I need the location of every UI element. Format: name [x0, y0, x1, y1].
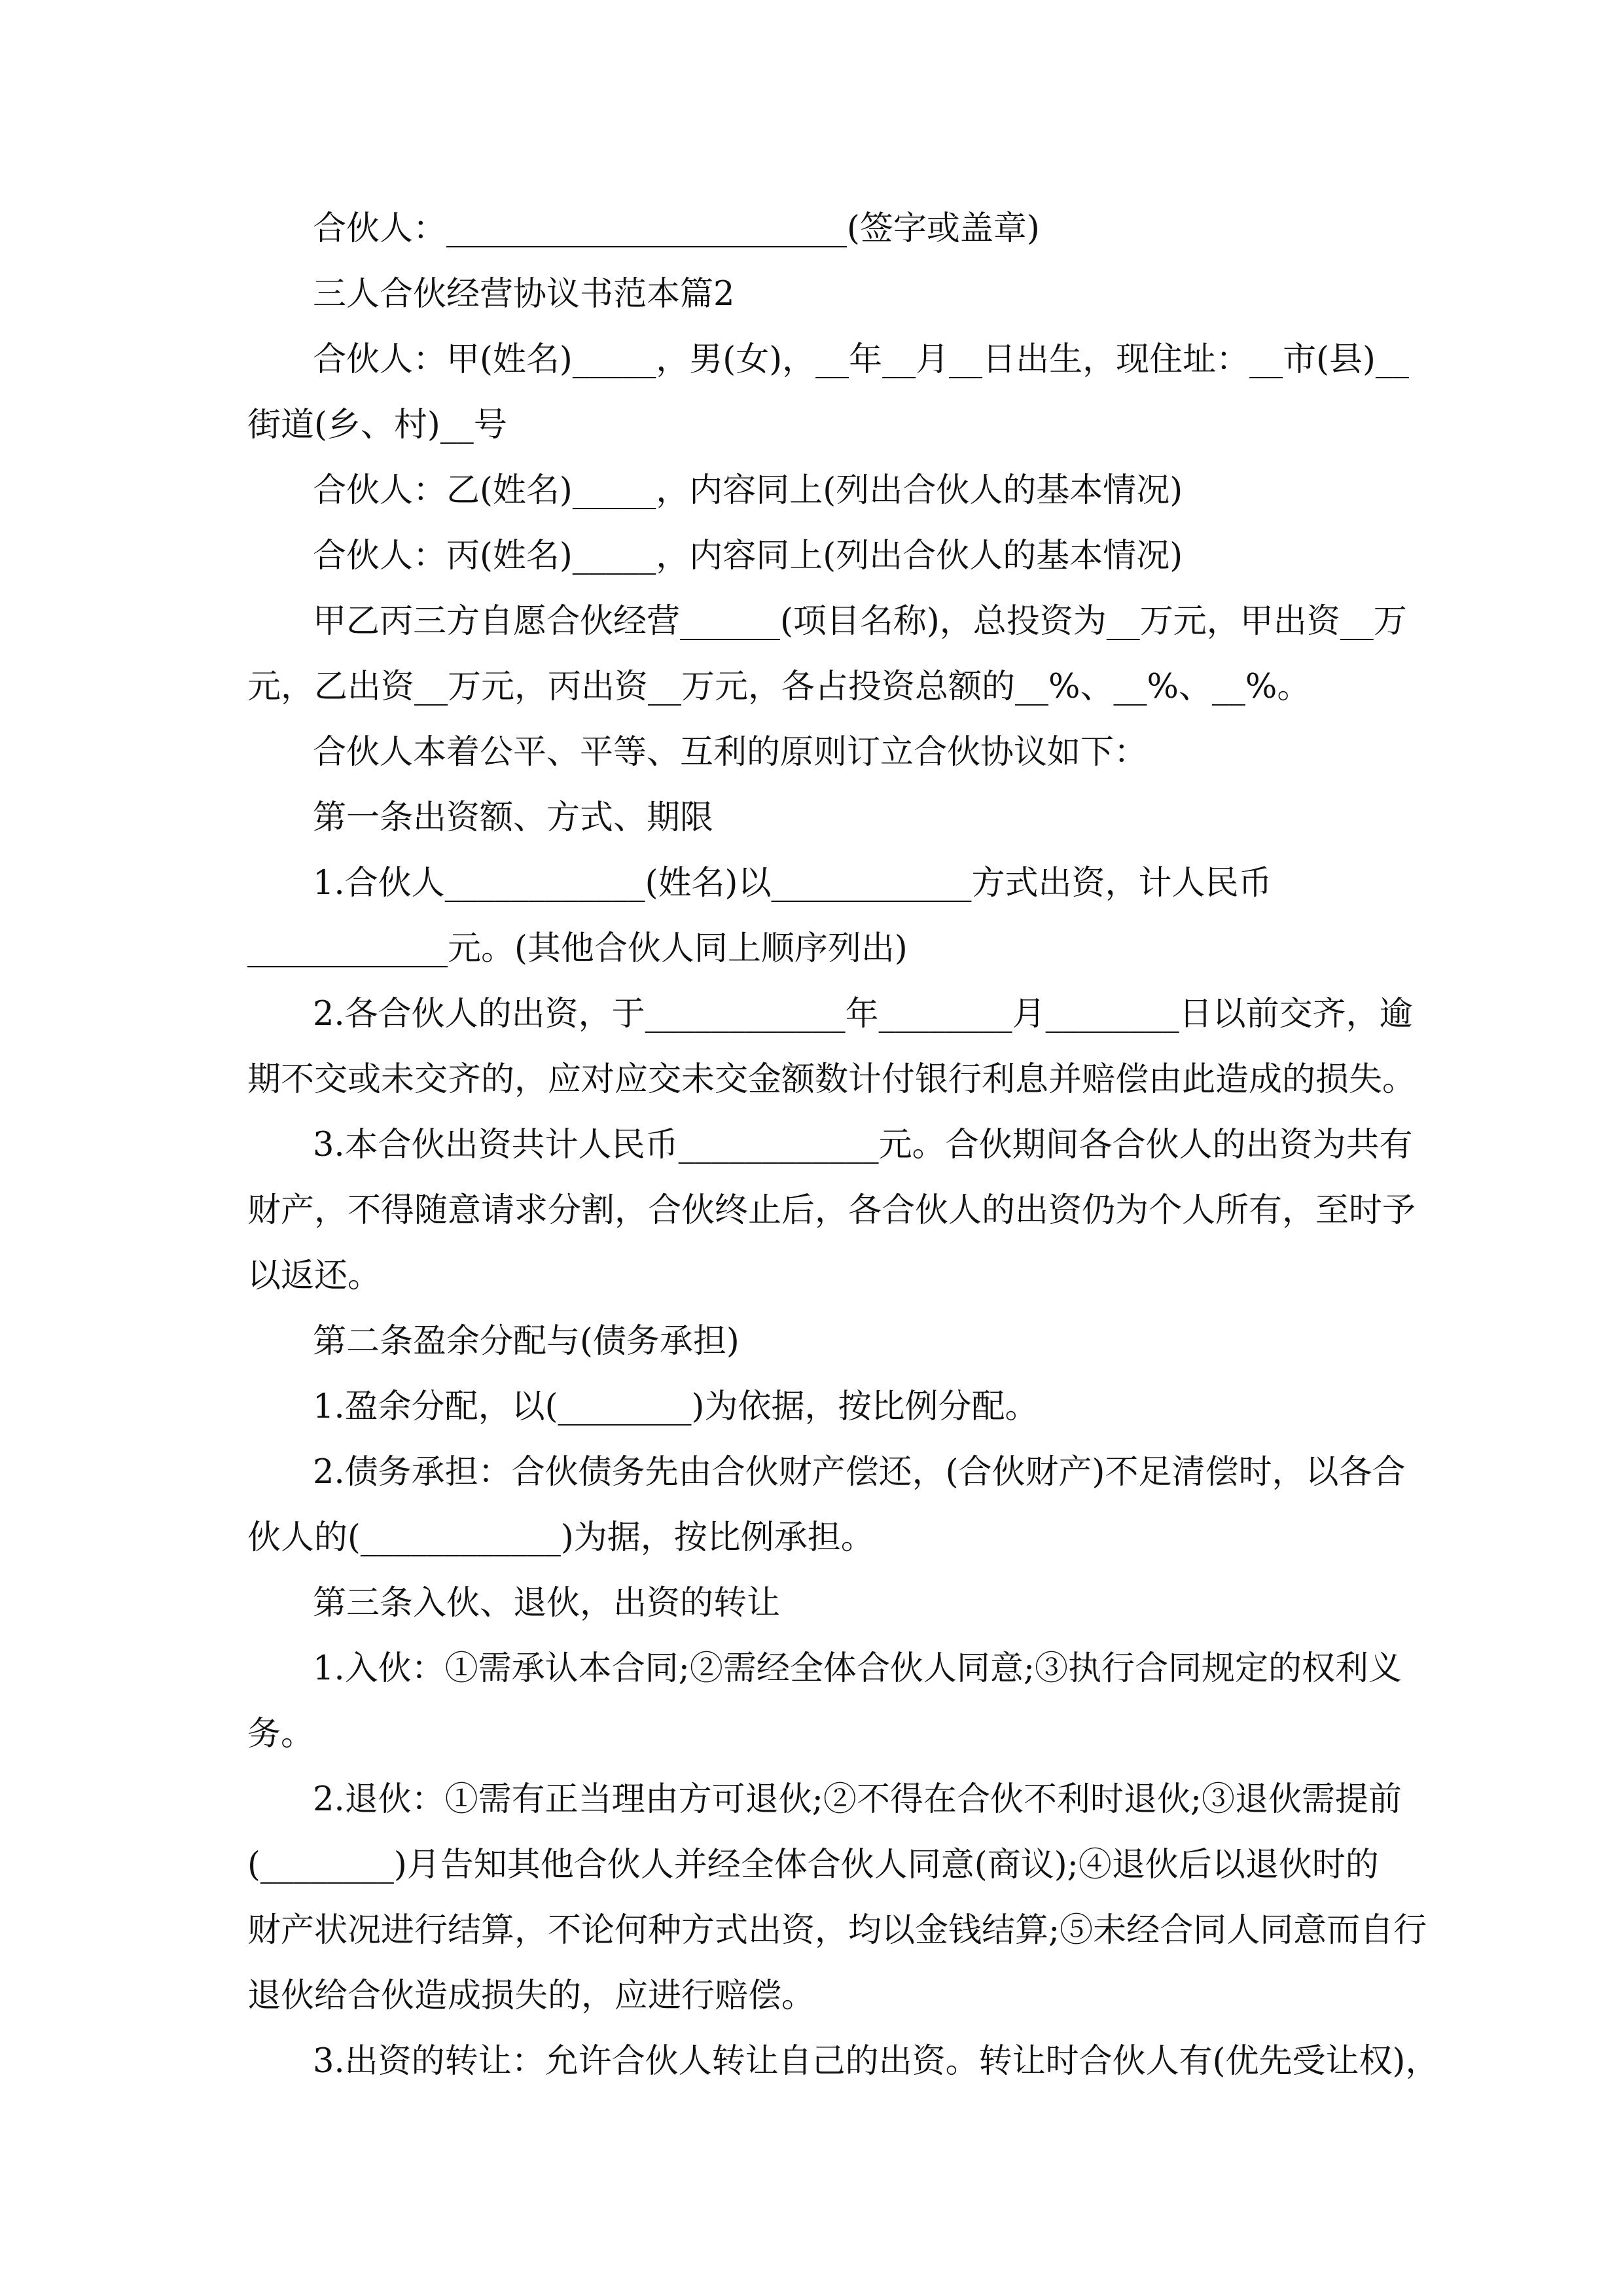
- text-line: 以返还。: [247, 1257, 382, 1295]
- text-line: 财产状况进行结算，不论何种方式出资，均以金钱结算;⑤未经合同人同意而自行: [247, 1911, 1427, 1950]
- text-line: ____________元。(其他合伙人同上顺序列出): [247, 929, 908, 968]
- text-line: (________)月告知其他合伙人并经全体合伙人同意(商议);④退伙后以退伙时的: [247, 1846, 1379, 1884]
- text-line: 2.债务承担：合伙债务先由合伙财产偿还，(合伙财产)不足清偿时，以各合: [313, 1453, 1406, 1492]
- text-line: 退伙给合伙造成损失的，应进行赔偿。: [247, 1977, 815, 2015]
- text-line: 务。: [247, 1715, 315, 1753]
- text-line: 3.本合伙出资共计人民币____________元。合伙期间各合伙人的出资为共有: [313, 1126, 1413, 1164]
- text-line: 2.各合伙人的出资，于____________年________月________日以前交齐，逾: [313, 995, 1413, 1033]
- text-line: 第二条盈余分配与(债务承担): [313, 1322, 740, 1361]
- text-line: 第一条出资额、方式、期限: [313, 798, 714, 837]
- text-line: 甲乙丙三方自愿合伙经营______(项目名称)，总投资为__万元，甲出资__万: [313, 602, 1407, 641]
- text-line: 第三条入伙、退伙，出资的转让: [313, 1584, 781, 1623]
- text-line: 街道(乡、村)__号: [247, 406, 507, 444]
- text-line: 1.入伙：①需承认本合同;②需经全体合伙人同意;③执行合同规定的权利义: [313, 1649, 1402, 1688]
- text-line: 伙人的(____________)为据，按比例承担。: [247, 1518, 874, 1557]
- text-line: 期不交或未交齐的，应对应交未交金额数计付银行利息并赔偿由此造成的损失。: [247, 1060, 1416, 1099]
- text-line: 1.合伙人____________(姓名)以____________方式出资，计人民币: [313, 864, 1272, 903]
- text-line: 2.退伙：①需有正当理由方可退伙;②不得在合伙不利时退伙;③退伙需提前: [313, 1780, 1402, 1819]
- text-line: 合伙人：丙(姓名)_____，内容同上(列出合伙人的基本情况): [313, 537, 1183, 575]
- text-line: 合伙人本着公平、平等、互利的原则订立合伙协议如下：: [313, 733, 1148, 772]
- text-line: 合伙人：甲(姓名)_____，男(女)，__年__月__日出生，现住址：__市(县)__: [313, 340, 1409, 379]
- text-line: 合伙人：乙(姓名)_____，内容同上(列出合伙人的基本情况): [313, 471, 1183, 510]
- text-line: 三人合伙经营协议书范本篇2: [313, 275, 735, 314]
- text-line: 财产，不得随意请求分割，合伙终止后，各合伙人的出资仍为个人所有，至时予: [247, 1191, 1416, 1230]
- text-line: 3.出资的转让：允许合伙人转让自己的出资。转让时合伙人有(优先受让权)，: [313, 2042, 1439, 2081]
- text-line: 1.盈余分配，以(________)为依据，按比例分配。: [313, 1388, 1039, 1426]
- document-body: [247, 196, 1439, 2094]
- text-line: 元，乙出资__万元，丙出资__万元，各占投资总额的__%、__%、__%。: [247, 668, 1311, 706]
- text-line: 合伙人：________________________(签字或盖章): [313, 209, 1040, 248]
